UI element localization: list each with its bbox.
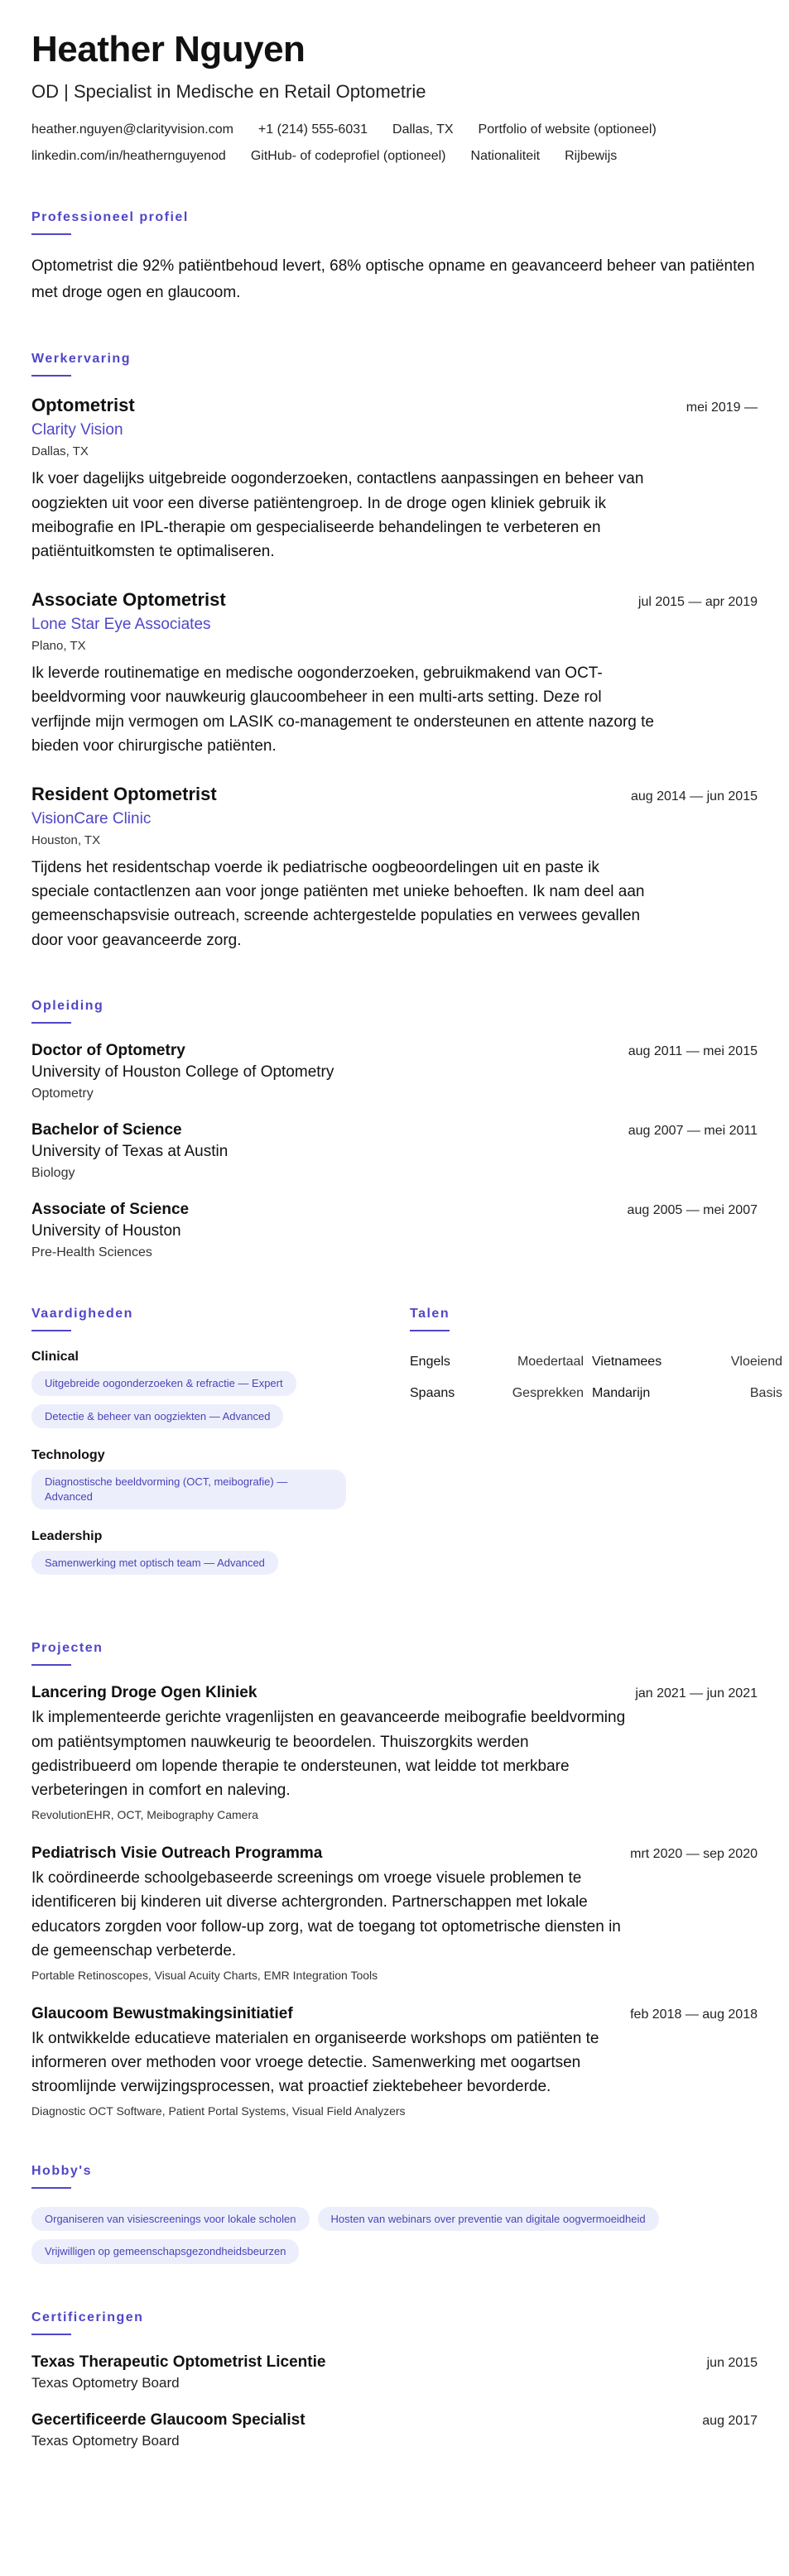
education-field: Biology	[31, 1166, 75, 1181]
certification-issuer: Texas Optometry Board	[31, 2432, 180, 2449]
section-title: Opleiding	[31, 999, 104, 1014]
profile-text: Optometrist die 92% patiëntbehoud levert, 68% optische opname en geavanceerd beheer van patiënten met droge ogen en glaucoom.	[31, 257, 755, 301]
certification-name: Texas Therapeutic Optometrist Licentie	[31, 2353, 326, 2371]
project-description: Ik implementeerde gerichte vragenlijsten en geavanceerde meibografie beeldvorming om patiëntsymptomen nauwkeurig te beoordelen. Thuiszorgkits werden gedistribueerd om lopende therapie te ondersteunen, wat leidde tot merkbare verbeteringen in comfort en naleving.	[31, 1709, 626, 1800]
language-name: Vietnamees	[592, 1355, 662, 1370]
education-school: University of Houston	[31, 1222, 181, 1240]
skills-section	[31, 1307, 377, 1595]
project-tech: Portable Retinoscopes, Visual Acuity Charts, EMR Integration Tools	[31, 1968, 378, 1982]
education-date: aug 2005 — mei 2007	[627, 1203, 758, 1218]
project-tech: RevolutionEHR, OCT, Meibography Camera	[31, 1807, 258, 1821]
job-role: Optometrist	[31, 395, 135, 416]
skill-chip-list	[31, 1371, 377, 1428]
skill-chip-list	[31, 1551, 377, 1576]
section-divider	[410, 1330, 450, 1331]
education-field: Pre-Health Sciences	[31, 1245, 152, 1260]
contact-drivers-license: Rijbewijs	[565, 149, 618, 164]
education-entry	[31, 1121, 758, 1181]
language-level: Basis	[749, 1386, 782, 1401]
job-description: Tijdens het residentschap voerde ik pediatrische oogbeoordelingen uit en paste ik speciale contactlenzen aan voor jonge patiënten met unieke behoeften. Ik nam deel aan gemeenschapsvisie outreach, screende achtergestelde populaties en verwees gevallen door voor geavanceerde zorg.	[31, 858, 645, 949]
certifications-section	[31, 2310, 758, 2449]
job-date: aug 2014 — jun 2015	[630, 789, 758, 804]
language-name: Mandarijn	[592, 1386, 651, 1401]
section-title: Certificeringen	[31, 2310, 144, 2324]
education-date: aug 2007 — mei 2011	[628, 1124, 758, 1139]
profile-section	[31, 210, 758, 305]
contact-github[interactable]: GitHub- of codeprofiel (optioneel)	[250, 149, 446, 164]
contact-portfolio[interactable]: Portfolio of website (optioneel)	[478, 122, 657, 137]
section-title: Projecten	[31, 1641, 103, 1656]
hobby-chip: Hosten van webinars over preventie van digitale oogvermoeidheid	[318, 2207, 659, 2232]
education-degree: Bachelor of Science	[31, 1121, 182, 1139]
section-divider	[31, 1664, 71, 1666]
language-list	[410, 1350, 782, 1401]
section-title: Vaardigheden	[31, 1307, 133, 1322]
projects-section	[31, 1641, 758, 2118]
contact-list	[31, 122, 758, 164]
hobby-chip-list	[31, 2207, 758, 2264]
project-name: Pediatrisch Visie Outreach Programma	[31, 1844, 323, 1862]
project-name: Lancering Droge Ogen Kliniek	[31, 1684, 257, 1702]
job-location: Houston, TX	[31, 832, 101, 847]
section-title: Werkervaring	[31, 352, 131, 367]
certification-issuer: Texas Optometry Board	[31, 2374, 180, 2391]
experience-section	[31, 352, 758, 952]
contact-email[interactable]: heather.nguyen@clarityvision.com	[31, 122, 233, 137]
candidate-name: Heather Nguyen	[31, 29, 305, 70]
skill-chip: Diagnostische beeldvorming (OCT, meibografie) — Advanced	[31, 1470, 346, 1509]
job-description: Ik voer dagelijks uitgebreide oogonderzoeken, contactlens aanpassingen en beheer van oogziekten uit voor een diverse patiëntengroep. In de droge ogen kliniek gebruik ik meibografie en IPL-therapie om gespecialiseerde behandelingen te verbeteren en patiëntuitkomsten te optimaliseren.	[31, 470, 644, 561]
education-date: aug 2011 — mei 2015	[628, 1044, 758, 1059]
skill-chip-list	[31, 1470, 377, 1509]
education-field: Optometry	[31, 1087, 94, 1101]
certification-date: jun 2015	[706, 2355, 758, 2370]
language-name: Spaans	[410, 1386, 455, 1401]
education-school: University of Houston College of Optometry	[31, 1063, 334, 1082]
certification-entry	[31, 2353, 758, 2391]
job-company: VisionCare Clinic	[31, 809, 152, 827]
project-entry	[31, 2005, 758, 2118]
education-section	[31, 999, 758, 1260]
skill-chip: Detectie & beheer van oogziekten — Advanced	[31, 1404, 283, 1429]
section-title: Talen	[410, 1307, 450, 1322]
hobby-chip: Vrijwilligen op gemeenschapsgezondheidsbeurzen	[31, 2239, 299, 2264]
job-date: jul 2015 — apr 2019	[637, 594, 758, 609]
education-entry	[31, 1042, 758, 1101]
section-divider	[31, 2334, 71, 2335]
project-date: mrt 2020 — sep 2020	[630, 1846, 758, 1861]
education-entry	[31, 1201, 758, 1260]
job-entry	[31, 589, 758, 759]
job-entry	[31, 784, 758, 953]
skill-chip: Uitgebreide oogonderzoeken & refractie — Expert	[31, 1371, 296, 1396]
project-entry	[31, 1844, 758, 1982]
contact-phone[interactable]: +1 (214) 555-6031	[257, 122, 368, 137]
section-title: Hobby's	[31, 2163, 92, 2178]
project-description: Ik coördineerde schoolgebaseerde screenings om vroege visuele problemen te identificeren bij kinderen uit diverse achtergronden. Partnerschappen met lokale educators zorgden voor follow-up zorg, wat de toegang tot optometrische diensten in de gemeenschap verbeterde.	[31, 1868, 621, 1960]
section-divider	[31, 2187, 71, 2189]
skill-category: Clinical	[31, 1350, 79, 1365]
education-degree: Associate of Science	[31, 1201, 190, 1219]
project-name: Glaucoom Bewustmakingsinitiatief	[31, 2004, 293, 2022]
certification-name: Gecertificeerde Glaucoom Specialist	[31, 2411, 305, 2429]
languages-section	[410, 1307, 782, 1595]
language-level: Vloeiend	[730, 1355, 782, 1370]
job-company: Lone Star Eye Associates	[31, 615, 211, 633]
certification-date: aug 2017	[702, 2413, 758, 2428]
skills-languages-row	[31, 1307, 782, 1595]
skill-category: Leadership	[31, 1528, 103, 1543]
job-location: Plano, TX	[31, 638, 86, 653]
job-description: Ik leverde routinematige en medische oogonderzoeken, gebruikmakend van OCT-beeldvorming voor nauwkeurig glaucoombeheer in een multi-arts setting. Deze rol verfijnde mijn vermogen om LASIK co-management te ondersteunen en attente nazorg te bieden voor chirurgische patiënten.	[31, 664, 654, 756]
language-level: Moedertaal	[517, 1355, 584, 1370]
hobby-chip: Organiseren van visiescreenings voor lokale scholen	[31, 2207, 310, 2232]
section-divider	[31, 233, 71, 235]
section-divider	[31, 375, 71, 377]
job-role: Resident Optometrist	[31, 783, 217, 804]
section-divider	[31, 1022, 71, 1024]
resume-header	[31, 30, 758, 164]
skill-category: Technology	[31, 1448, 105, 1463]
project-date: jan 2021 — jun 2021	[635, 1686, 758, 1701]
section-divider	[31, 1330, 71, 1331]
job-role: Associate Optometrist	[31, 588, 226, 610]
certification-entry	[31, 2411, 758, 2449]
contact-linkedin[interactable]: linkedin.com/in/heathernguyenod	[31, 149, 226, 164]
section-title: Professioneel profiel	[31, 210, 189, 225]
project-tech: Diagnostic OCT Software, Patient Portal Systems, Visual Field Analyzers	[31, 2103, 406, 2118]
language-name: Engels	[410, 1355, 450, 1370]
candidate-subtitle: OD | Specialist in Medische en Retail Optometrie	[31, 81, 426, 103]
skill-chip: Samenwerking met optisch team — Advanced	[31, 1551, 278, 1576]
project-description: Ik ontwikkelde educatieve materialen en organiseerde workshops om patiënten te informeren over methoden voor vroege detectie. Samenwerking met oogartsen stroomlijnde verwijzingsprocessen, wat proactief ziektebeheer bevorderde.	[31, 2029, 599, 2096]
contact-location: Dallas, TX	[392, 122, 454, 137]
hobbies-section	[31, 2164, 758, 2264]
job-date: mei 2019 —	[686, 401, 758, 415]
project-date: feb 2018 — aug 2018	[630, 2007, 758, 2022]
language-level: Gesprekken	[512, 1386, 584, 1401]
job-entry	[31, 395, 758, 564]
education-degree: Doctor of Optometry	[31, 1042, 185, 1060]
contact-nationality: Nationaliteit	[470, 149, 541, 164]
job-location: Dallas, TX	[31, 444, 89, 459]
job-company: Clarity Vision	[31, 421, 123, 439]
education-school: University of Texas at Austin	[31, 1143, 229, 1161]
project-entry	[31, 1684, 758, 1821]
